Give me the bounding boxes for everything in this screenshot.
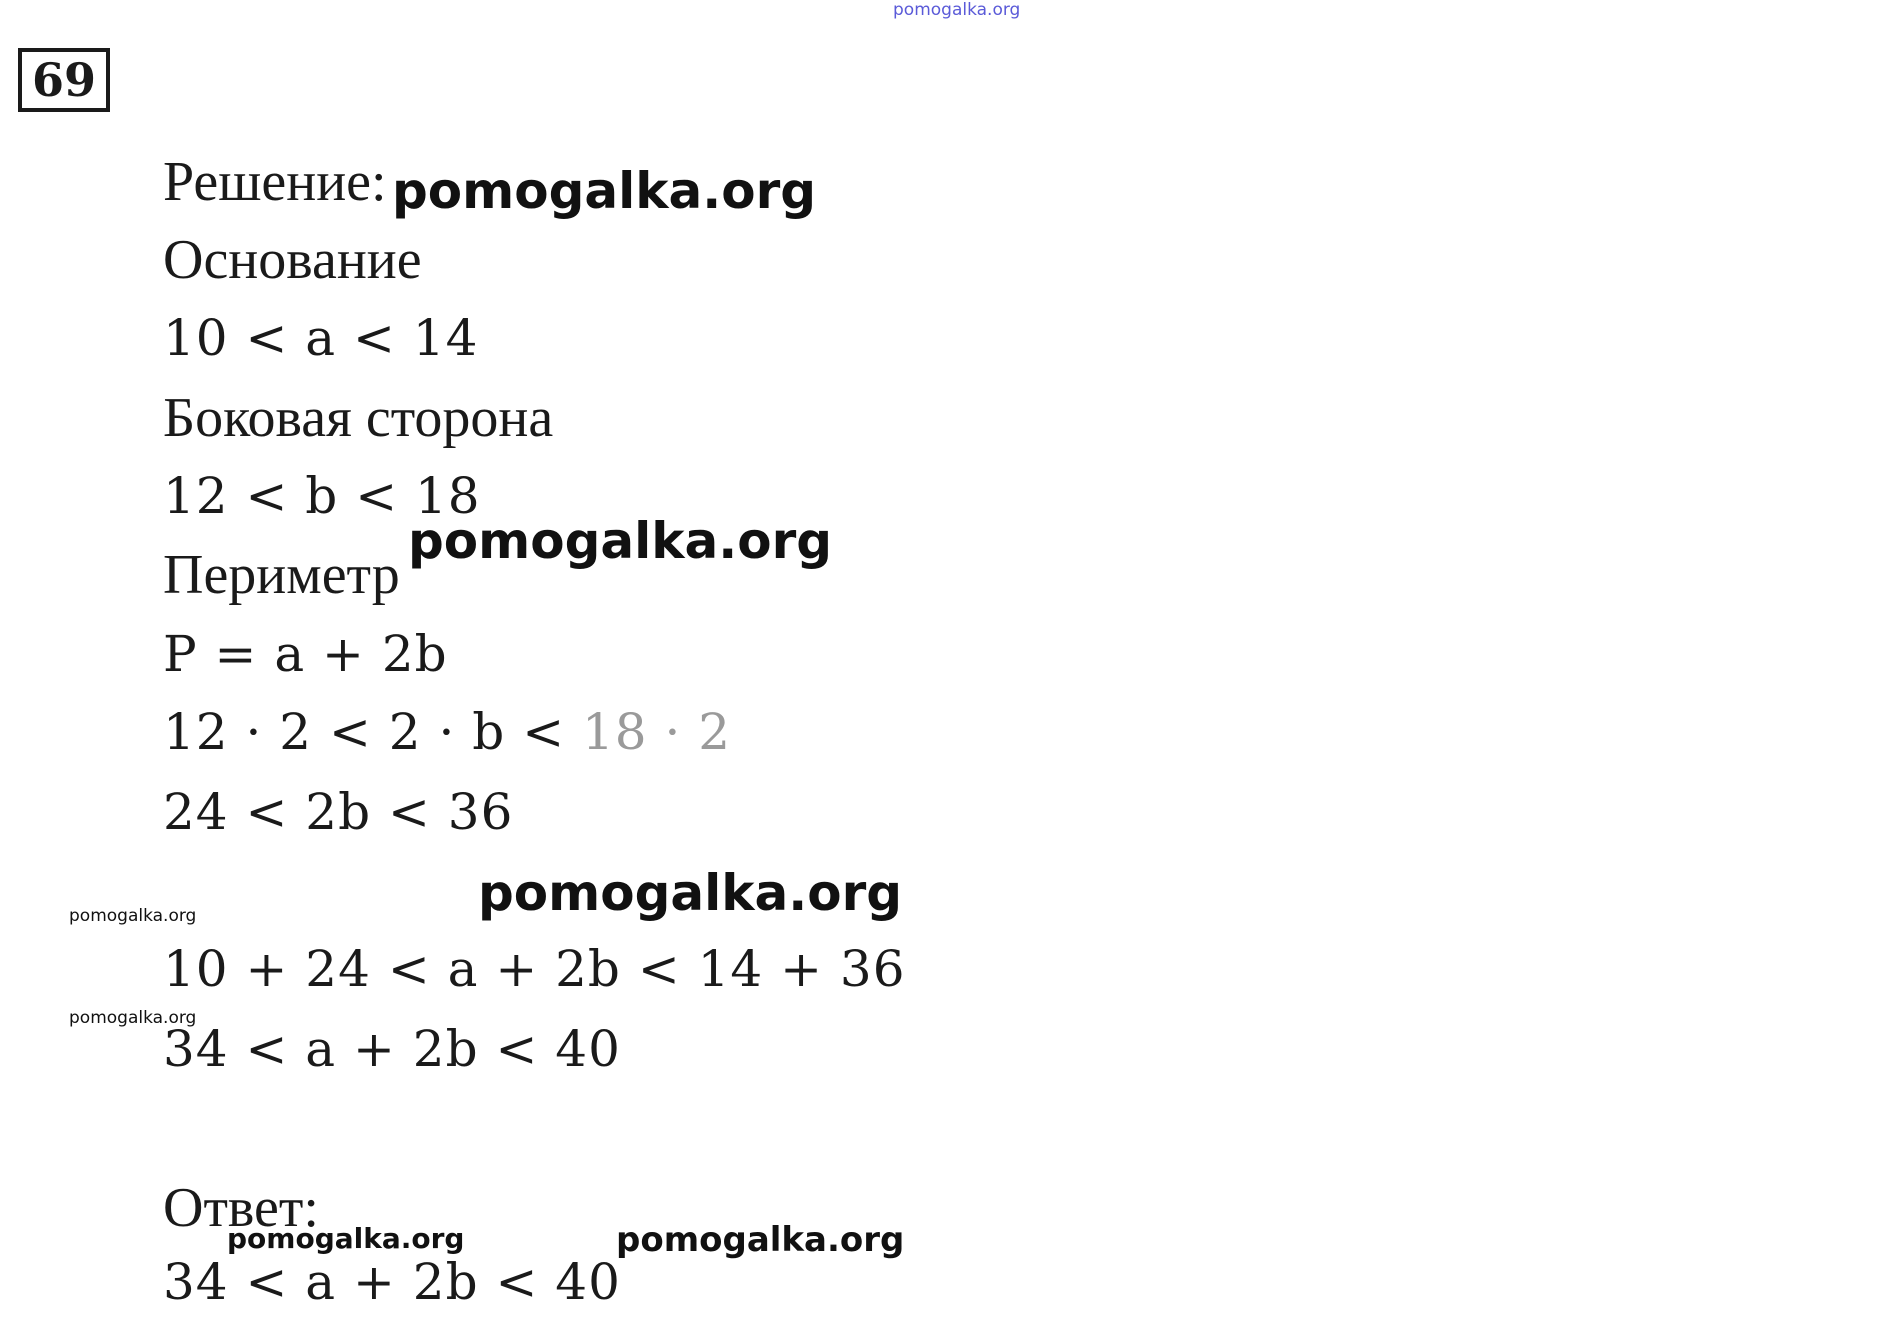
sum-inequality: 10 + 24 < a + 2b < 14 + 36 bbox=[163, 940, 906, 998]
watermark-2: pomogalka.org bbox=[408, 512, 833, 570]
side-label: Боковая сторона bbox=[163, 387, 554, 449]
solution-label: Решение: bbox=[163, 151, 387, 213]
watermark-small-1: pomogalka.org bbox=[69, 906, 197, 926]
watermark-top: pomogalka.org bbox=[893, 0, 1021, 20]
answer-label: Ответ: bbox=[163, 1177, 319, 1239]
side-inequality: 12 < b < 18 bbox=[163, 467, 481, 525]
watermark-1: pomogalka.org bbox=[392, 162, 817, 220]
watermark-4: pomogalka.org bbox=[227, 1222, 465, 1255]
watermark-5: pomogalka.org bbox=[616, 1220, 905, 1260]
watermark-small-2: pomogalka.org bbox=[69, 1008, 197, 1028]
multiply-inequality bbox=[163, 700, 731, 764]
perimeter-formula: P = a + 2b bbox=[163, 625, 448, 683]
answer-inequality: 34 < a + 2b < 40 bbox=[163, 1253, 621, 1311]
multiply-inequality-faded: 18 · 2 bbox=[581, 703, 732, 761]
base-inequality: 10 < a < 14 bbox=[163, 309, 479, 367]
result-inequality: 34 < a + 2b < 40 bbox=[163, 1020, 621, 1078]
double-inequality: 24 < 2b < 36 bbox=[163, 783, 514, 841]
multiply-inequality-main: 12 · 2 < 2 · b < bbox=[163, 703, 582, 761]
watermark-3: pomogalka.org bbox=[478, 864, 903, 922]
perimeter-label: Периметр bbox=[163, 544, 400, 606]
base-label: Основание bbox=[163, 229, 422, 291]
problem-number: 69 bbox=[18, 48, 110, 112]
